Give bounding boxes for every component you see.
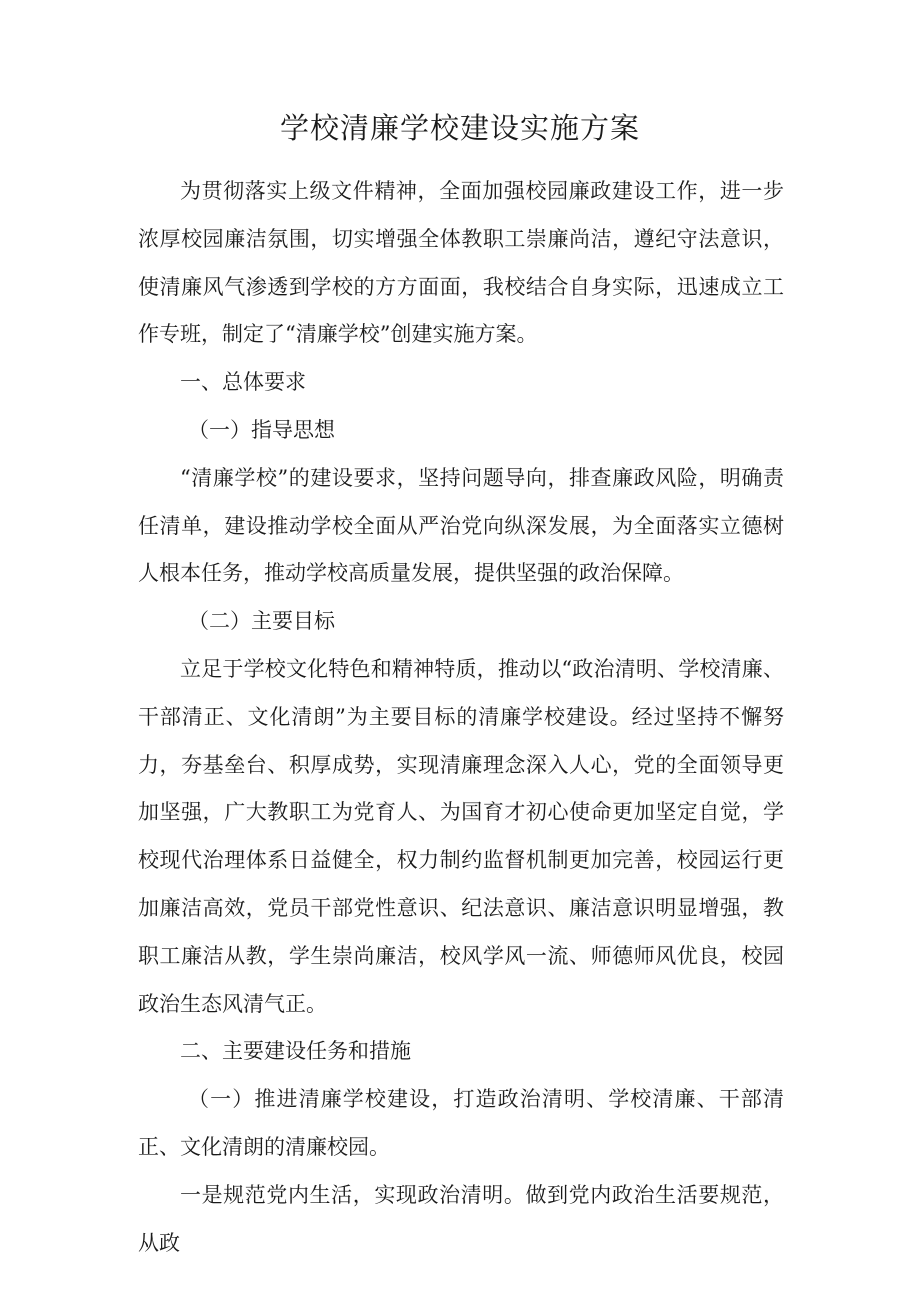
paragraph-standardize-party-life: 一是规范党内生活，实现政治清明。做到党内政治生活要规范，从政	[138, 1182, 784, 1255]
subheading-main-goals: （二）主要目标	[188, 609, 335, 634]
heading-overall-requirements: 一、总体要求	[180, 370, 306, 395]
subheading-guiding-ideology: （一）指导思想	[188, 417, 335, 442]
document-title: 学校清廉学校建设实施方案	[279, 111, 640, 145]
subheading-promote-clean-school: （一）推进清廉学校建设，打造政治清明、学校清廉、干部清正、文化清朗的清廉校园。	[138, 1087, 784, 1159]
paragraph-main-goals: 立足于学校文化特色和精神特质，推动以“政治清明、学校清廉、干部清正、文化清朗”为主要目标的清廉学校建设。经过坚持不懈努力，夯基垒台、积厚成势，实现清廉理念深入人心，党的全面领导更加坚强，广大教职工为党育人、为国育才初心使命更加坚定自觉，学校现代治理体系日益健全，权力制约监督机制更加完善，校园运行更加廉洁高效，党员干部党性意识、纪法意识、廉洁意识明显增强，教职工廉洁从教，学生崇尚廉洁，校风学风一流、师德师风优良，校园政治生态风清气正。	[138, 656, 784, 1016]
document-body	[138, 168, 784, 1267]
paragraph-guiding-ideology: “清廉学校”的建设要求，坚持问题导向，排查廉政风险，明确责任清单，建设推动学校全面从严治党向纵深发展，为全面落实立德树人根本任务，推动学校高质量发展，提供坚强的政治保障。	[138, 465, 784, 586]
heading-main-tasks: 二、主要建设任务和措施	[180, 1039, 411, 1064]
paragraph-intro: 为贯彻落实上级文件精神，全面加强校园廉政建设工作，进一步浓厚校园廉洁氛围，切实增强全体教职工崇廉尚洁，遵纪守法意识，使清廉风气渗透到学校的方方面面，我校结合自身实际，迅速成立工作专班，制定了“清廉学校”创建实施方案。	[138, 179, 784, 347]
